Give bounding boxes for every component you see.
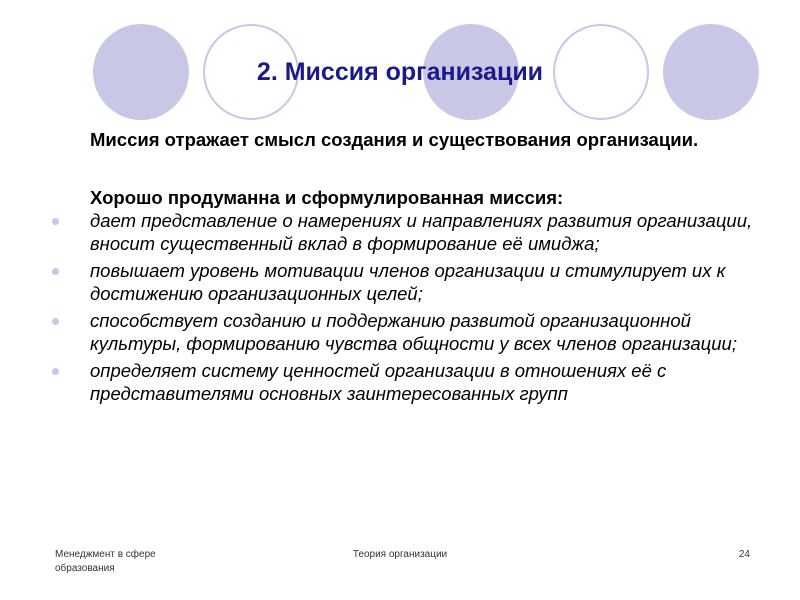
list-item [50, 259, 760, 305]
list-item-text: определяет систему ценностей организации в отношениях её с представителями основных заинтересованных групп [90, 360, 667, 404]
bullet-icon [52, 268, 59, 275]
list-item [50, 309, 760, 355]
bullet-icon [52, 318, 59, 325]
list-item-text: способствует созданию и поддержанию развитой организационной культуры, формированию чувства общности у всех членов организации; [90, 310, 737, 354]
footer-page-number: 24 [738, 549, 750, 560]
paragraph-mission-definition: Миссия отражает смысл создания и существования организации. [90, 129, 699, 150]
bullet-icon [52, 218, 59, 225]
footer-course-name: Менеджмент в сфере образования [55, 549, 156, 574]
list-item-text: дает представление о намерениях и направлениях развития организации, вносит существенный вклад в формирование её имиджа; [90, 210, 753, 254]
slide-content [50, 128, 760, 409]
slide-title: 2. Миссия организации [256, 58, 544, 86]
paragraph-mission-intro: Хорошо продуманна и сформулированная миссия: [90, 187, 564, 208]
list-item-text: повышает уровень мотивации членов организации и стимулирует их к достижению организационных целей; [90, 260, 726, 304]
footer-subject: Теория организации [352, 549, 448, 560]
bullet-icon [52, 368, 59, 375]
bullet-list [50, 209, 760, 405]
list-item [50, 209, 760, 255]
list-item [50, 359, 760, 405]
